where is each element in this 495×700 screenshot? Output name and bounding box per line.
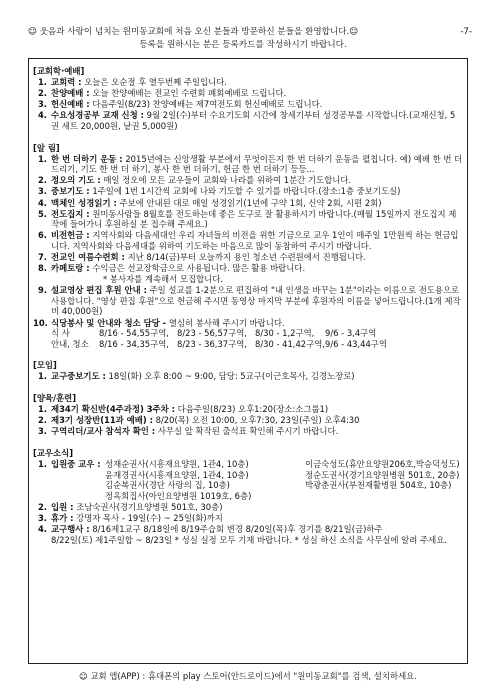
duty-row-guide: 안내, 청소 8/16 - 34,35구역, 8/23 - 36,37구역, 8/30 - 41,42구역, 9/6 - 43,44구역 — [51, 338, 387, 349]
section-title-worship: [교회학·예배] — [33, 66, 85, 76]
page-header — [28, 26, 472, 52]
list-item: 1. 한 번 더하기 운동 : 2015년에는 신앙생활 부분에서 무엇이든지 한 번 더하기 운동을 펼칩니다. 예) 예배 한 번 더 드리기, 기도 한 번 더 하기, 봉사 한 번 더하기, 헌금 한 번 더하기 등등... — [37, 153, 463, 175]
list-item: 2. 정오의 기도 : 매일 정오에 모든 교우들이 교회와 나라를 위하여 1분간 기도합니다. — [37, 175, 352, 186]
welcome-line: ☺ 웃음과 사랑이 넘치는 원미동교회에 처음 오신 분들과 방문하신 분들을 환영합니다.☺ — [28, 27, 359, 37]
list-item: * 봉사자를 계속해서 모집합니다. — [103, 274, 224, 285]
list-item: 2. 입원 : 조남숙권사(경기요양병원 501호, 30층) — [37, 501, 223, 512]
list-item: 2. 제3기 성장반(11과 예배) : 8/20(목) 오전 10:00, 오후7:30, 23일(주일) 오후4:30 — [37, 415, 360, 426]
registration-line: 등록을 원하시는 분은 등록카드를 작성하시기 바랍니다. — [139, 40, 347, 50]
list-item: 3. 구역리더/교사 참석자 확인 : 사무실 앞 확작된 출석표 확인해 주시기 바랍니다. — [37, 426, 339, 437]
list-item: 7. 전교인 여름수련회 : 지난 8/14(금)부터 오늘까지 용인 청소년 수련원에서 진행됩니다. — [37, 252, 366, 262]
list-item: 2. 찬양예배 : 오늘 찬양예배는 전교인 수련회 폐회예배로 드립니다. — [37, 88, 287, 99]
section-title-meeting: [모임] — [33, 360, 57, 371]
list-item: 8/22일(토) 제1주일합 ~ 8/23일 * 성실 실정 모두 기재 바랍니다. * 성실 하신 소식을 사무실에 알려 주세요. — [51, 535, 447, 546]
list-item: 4. 맥체인 성경읽기 : 주보에 안내된 대로 매일 성경읽기(1년에 구약 1회, 신약 2회, 시편 2회) — [37, 197, 382, 208]
section-title-notices: [알 림] — [33, 142, 60, 153]
list-item: 1. 제34기 확신반(4주과정) 3주차 : 다음주일(8/23) 오후1:20(장소:소그룹1) — [37, 404, 329, 415]
list-item: 4. 수요성경공부 교재 신청 : 9월 2일(수)부터 수요기도회 시간에 창세기부터 성경공부를 시작합니다.(교재신청, 5권 세트 20,000원, 낱권 5,000원) — [37, 110, 456, 131]
list-item: 4. 교구행사 : 8/16제1교구 8/18일에 8/19주습회 변경 8/20일(목)후 경기를 8/21일(금)하주 — [37, 524, 383, 535]
page-number: -7- — [460, 27, 472, 37]
list-item: 1. 입원중 교우 : 성재순권사(시흥재요양원, 1관4, 10층) 이금숙성도(휴안요양원206호,박승덕성도) 윤재경권사(시흥재요양원, 1관4, 10층) 정순도권사(경기요양원병원 501호, 20층) 김순복권사(경단 사랑의 집, 10층) 박광춘권사(부천재활병원 504호, 10층) 정옥희집사(아인요양병원 1019호, 6층) — [37, 459, 460, 501]
list-item: 3. 헌신예배 : 다음주일(8/23) 찬양예배는 제7여전도회 헌신예배로 드립니다. — [37, 99, 323, 110]
list-item: 5. 전도집지 : 원미동사람들 8월호를 전도하는데 좋은 도구로 잘 활용하시기 바랍니다.(매월 15일까지 전도집지 제작에 들어가니 후원하실 분 접수해 주세요.) — [37, 208, 457, 230]
bulletin-content — [33, 66, 463, 546]
list-item: 3. 휴가 : 강명자 목사 - 19일(수) ~ 25일(화)까지 — [37, 512, 223, 523]
section-title-training: [양육/훈련] — [33, 393, 77, 404]
list-item: 1. 교회력 : 오늘은 오순절 후 열두번째 주일입니다. — [37, 77, 227, 88]
list-item: 6. 비전헌금 : 지역사회와 다음세대인 우리 자녀들의 비전을 위한 기금으로 교우 1인이 매주일 1만원씩 하는 헌금입니다. 지역사회와 다음세대를 위하여 기도하는 마음으로 많이 동참하여 주시기 바랍니다. — [37, 230, 459, 251]
list-item: 1. 교구중보기도 : 18일(화) 오후 8:00 ~ 9:00, 담당: 5교구(이근호목사, 김경노장로) — [37, 371, 355, 382]
list-item: 3. 중보기도 : 1주일에 1번 1시간씩 교회에 나와 기도할 수 있기를 바랍니다.(장소:1층 중보기도실) — [37, 186, 401, 197]
section-title-family: [교우소식] — [33, 447, 74, 458]
app-footer: ☺ 교회 앱(APP) : 휴대폰의 play 스토어(안드로이드)에서 "원미동교회"를 검색, 설치하세요. — [79, 671, 417, 681]
list-item: 10. 식당봉사 및 안내와 청소 담당 - 열심히 봉사해 주시기 바랍니다. — [33, 317, 285, 328]
list-item: 8. 카페토랑 : 수익금은 선교장학금으로 사용됩니다. 많은 활용 바랍니다. — [37, 263, 306, 274]
list-item: 9. 설교영상 편집 후원 안내 : 주일 설교를 1-2분으로 편집하여 "내 인생을 바꾸는 1분"이라는 이름으로 전도용으로 사용합니다. "영상 편집 후원"으로 헌금해 주시면 동영상 마지막 부분에 후원자의 이름을 넣어드립니다.(1개 제작비 40,000원) — [37, 285, 461, 317]
duty-row-meal: 식 사 8/16 - 54,55구역, 8/23 - 56,57구역, 8/30 - 1,2구역, 9/6 - 3,4구역 — [51, 328, 377, 339]
